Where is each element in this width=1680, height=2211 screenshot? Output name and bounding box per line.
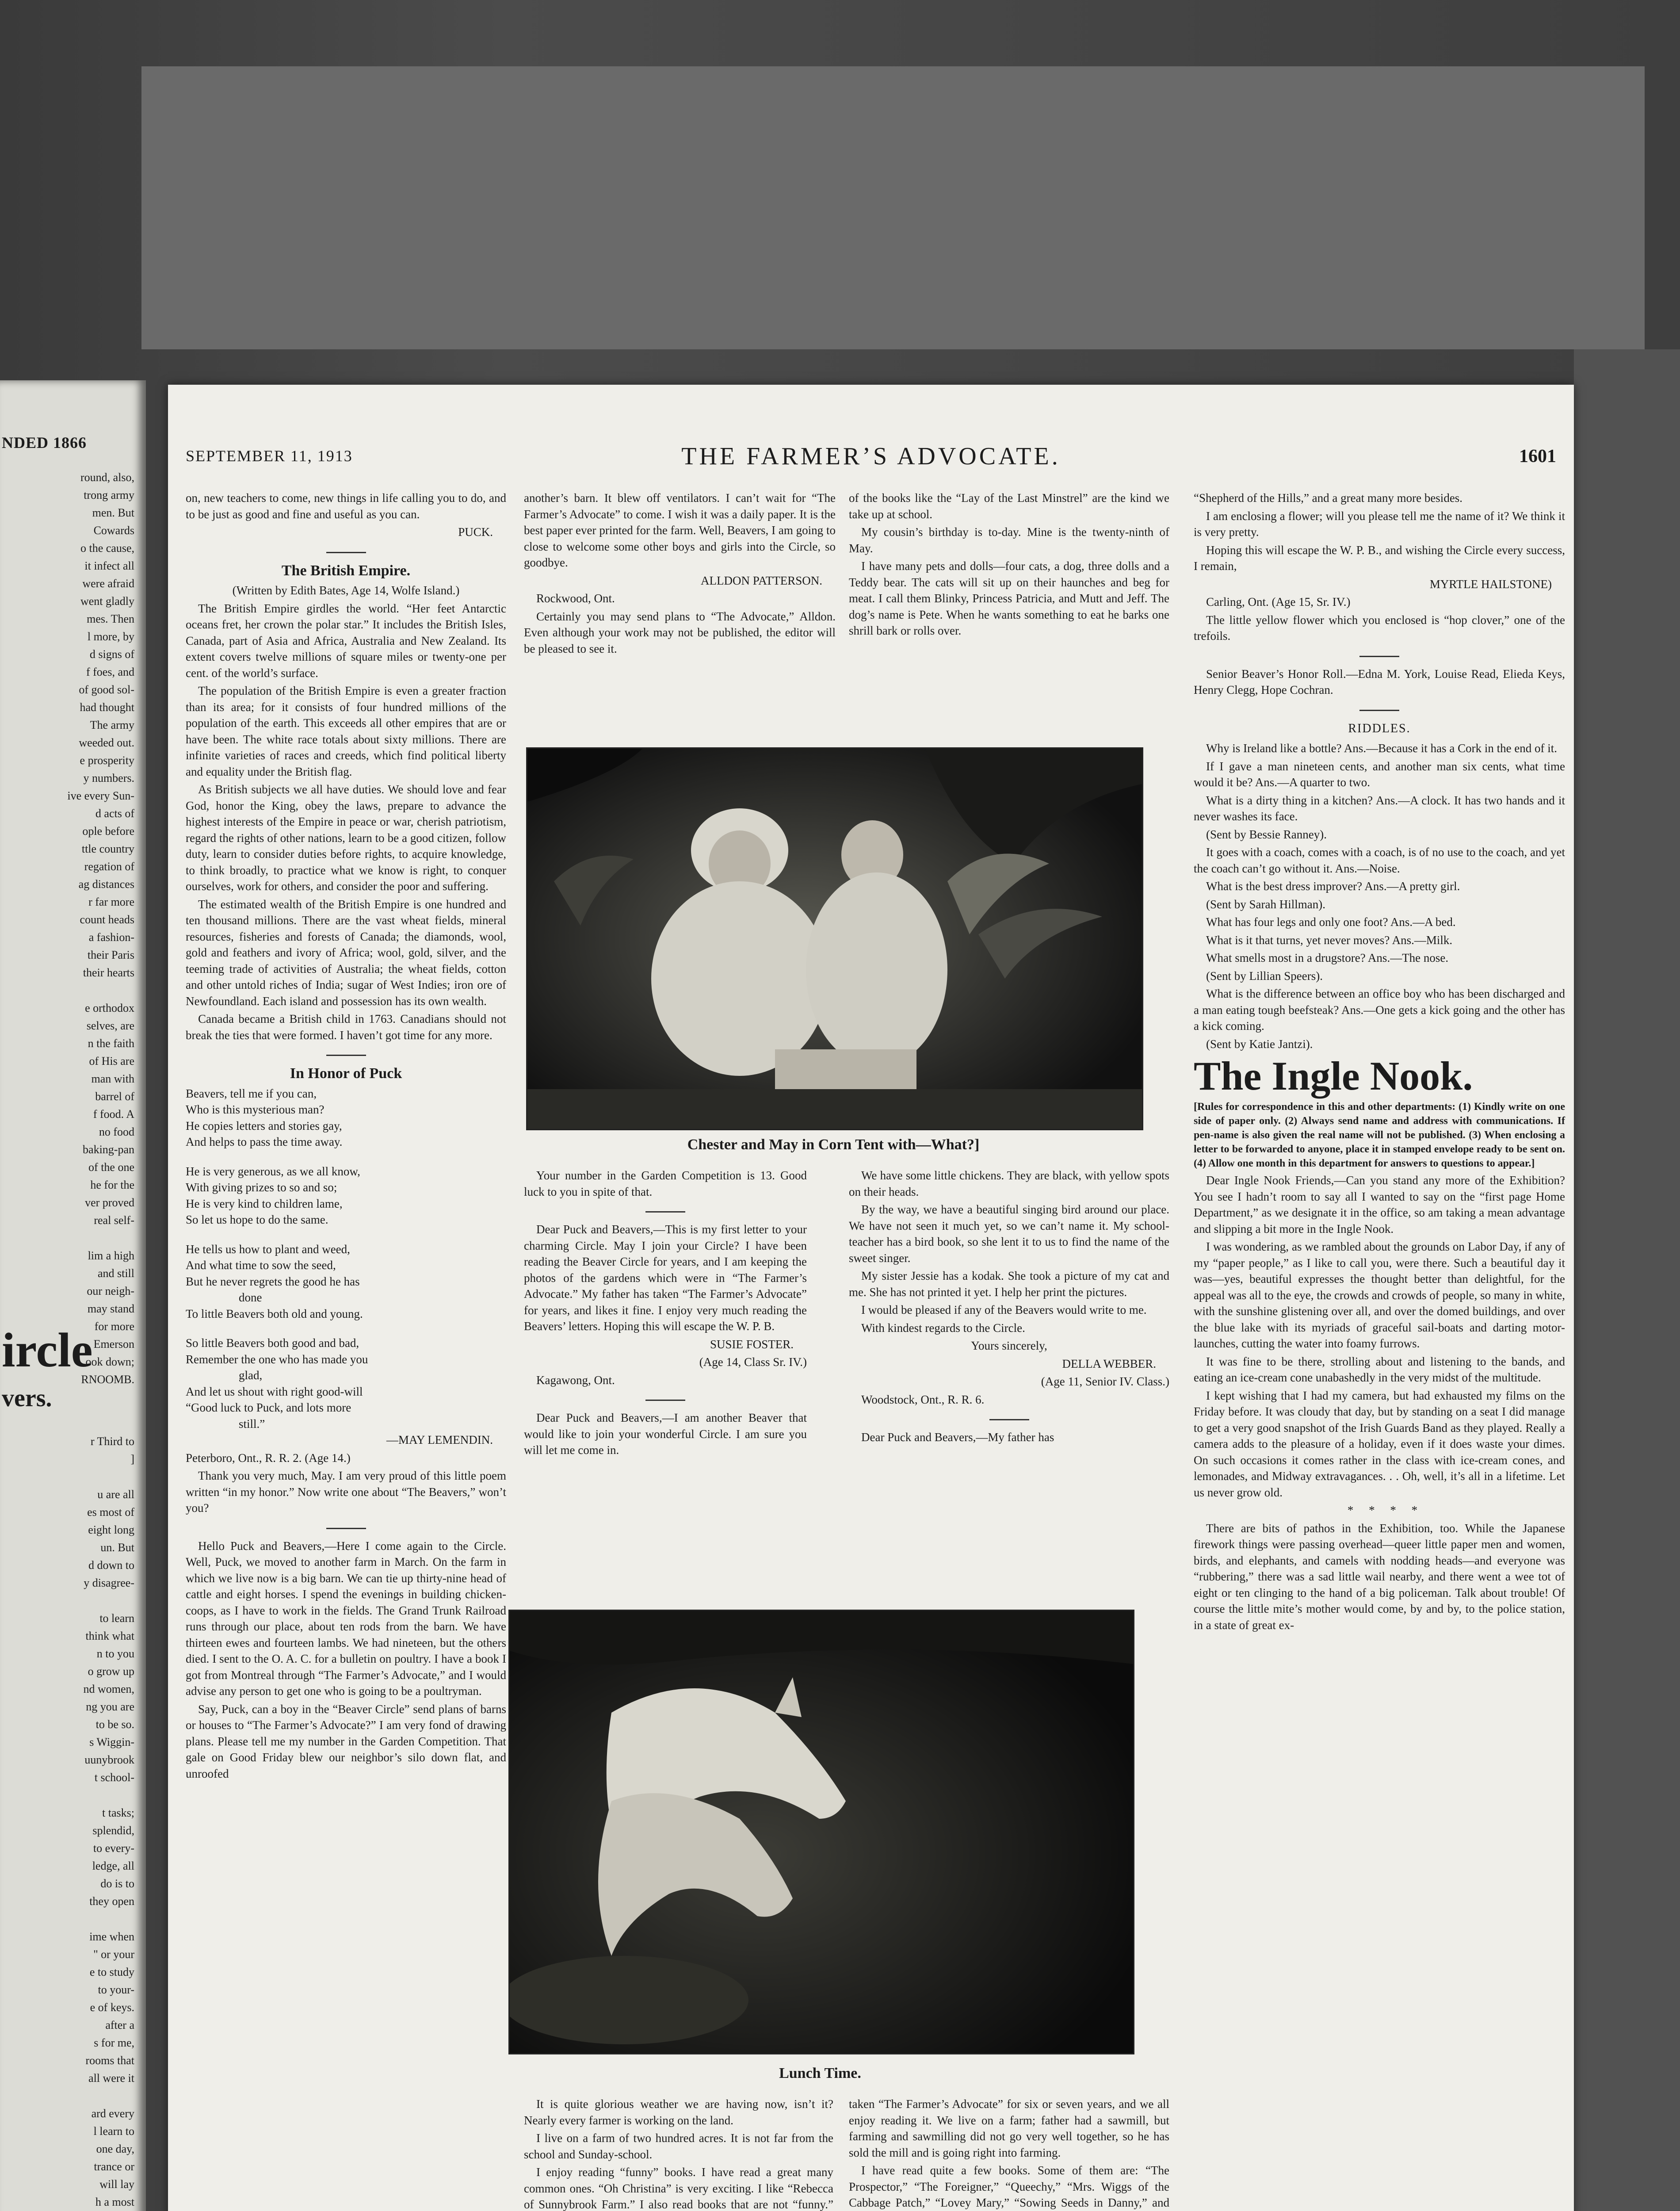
left-page-text-line: e prosperity <box>80 754 134 767</box>
left-page-text-line: round, also, <box>80 471 134 484</box>
column-2-bottom <box>524 2096 833 2211</box>
left-page-text-line: s for me, <box>94 2036 134 2049</box>
poem <box>186 1086 506 1432</box>
left-page-text-line: RNOOMB. <box>81 1373 134 1386</box>
poem-line: But he never regrets the good he has <box>186 1274 360 1288</box>
left-page-text-line: think what <box>85 1630 134 1642</box>
letter-age: (Age 11, Senior IV. Class.) <box>1041 1375 1169 1388</box>
poem-line: And let us shout with right good-will <box>186 1385 363 1398</box>
left-page-text-line: t tasks; <box>102 1806 134 1819</box>
letter-paragraph: another’s barn. It blew off ventilators. I can’t wait for “The Farmer’s Advocate” to come. I wish it was a daily paper. It is the best paper ever printed for the farm. Well, Beavers, I am going to close to welcome some other boys and girls into the Circle, so goodbye. <box>524 491 836 569</box>
poem-line: So little Beavers both good and bad, <box>186 1336 359 1350</box>
left-page-text-line: o the cause, <box>80 542 134 555</box>
left-page-text-line: man with <box>91 1072 134 1085</box>
editor-reply: The little yellow flower which you enclosed is “hop clover,” one of the trefoils. <box>1194 613 1565 643</box>
left-page-text-line: their hearts <box>83 966 134 979</box>
editor-reply: Your number in the Garden Competition is 13. Good luck to you in spite of that. <box>524 1169 807 1198</box>
column-2 <box>524 490 836 658</box>
british-paragraph: As British subjects we all have duties. We should love and fear God, honor the King, obey the laws, prepare to advance the highest interests of the Empire in peace or war, cherish patriotism, regard the rights of other nations, learn to be a good citizen, follow duty, learn to consider duties before rights, to acquire knowledge, to think broadly, to practice what we know is right, to conquer ourselves, work for others, and consider the poor and suffering. <box>186 783 506 893</box>
scan-frame-top <box>141 66 1645 349</box>
left-page-text-line: s Wiggin- <box>89 1736 134 1748</box>
divider-rule <box>645 1211 685 1213</box>
divider-rule <box>1359 710 1399 711</box>
intro-paragraph: on, new teachers to come, new things in life calling you to do, and to be just as good and fine and useful as you can. <box>186 491 506 521</box>
riddle-item: Why is Ireland like a bottle? Ans.—Because it has a Cork in the end of it. <box>1206 742 1558 755</box>
left-page-text-line: es most of <box>87 1506 134 1519</box>
poem-line: He copies letters and stories gay, <box>186 1119 342 1132</box>
left-page-text-line: to every- <box>93 1842 134 1855</box>
left-page-text-line <box>2 1786 134 1804</box>
left-page-text-line: ag distances <box>78 878 134 891</box>
british-paragraph: The population of the British Empire is even a greater fraction than its area; for it consists of four hundred millions of the population of the earth. This exceeds all other empires that are or have been. The white race totals about sixty millions. There are infinite varieties of races and creeds, which find political liberty and equality under the British flag. <box>186 684 506 778</box>
divider-rule <box>1359 656 1399 657</box>
poem-line: So let us hope to do the same. <box>186 1213 328 1226</box>
ingle-nook-title: The Ingle Nook. <box>1194 1053 1473 1098</box>
ingle-paragraph: Dear Ingle Nook Friends,—Can you stand any more of the Exhibition? You see I hadn’t room to say all I wanted to say on the “first page Home Department,” as we designate it in the office, so am taking a mean advantage and slipping a bit more in the Ingle Nook. <box>1194 1174 1565 1236</box>
letter-signature: ALLDON PATTERSON. <box>700 574 822 587</box>
letter-paragraph: Dear Puck and Beavers,—My father has <box>861 1431 1054 1444</box>
photo-chester-and-may <box>526 747 1143 1130</box>
letter-paragraph: of the books like the “Lay of the Last Minstrel” are the kind we take up at school. <box>849 491 1169 521</box>
letter-age: (Age 14, Class Sr. IV.) <box>699 1355 807 1369</box>
letter-paragraph: Hoping this will escape the W. P. B., and wishing the Circle every success, I remain, <box>1194 543 1565 573</box>
letter-paragraph: Dear Puck and Beavers,—I am another Beaver that would like to join your wonderful Circle. I am sure you will let me come in. <box>524 1411 807 1457</box>
left-page-text-line: e orthodox <box>85 1002 134 1014</box>
left-page-column-text <box>2 469 134 1389</box>
left-page-text-line <box>2 982 134 999</box>
left-page-text-line: ver proved <box>85 1196 134 1209</box>
left-page-text-line: of His are <box>89 1055 134 1067</box>
letter-paragraph: By the way, we have a beautiful singing bird around our place. We have not seen it much yet, so we can’t name it. My school-teacher has a bird book, so she lent it to us to find the name of the sweet singer. <box>849 1203 1169 1265</box>
left-page-circle-heading: ircle <box>2 1323 93 1377</box>
left-page-text-line: one day, <box>96 2142 134 2155</box>
left-page-text-line: after a <box>105 2019 134 2031</box>
poem-signature: —MAY LEMENDIN. <box>386 1433 493 1446</box>
riddle-item: It goes with a coach, comes with a coach, is of no use to the coach, and yet the coach can’t go without it. Ans.—Noise. <box>1194 845 1565 875</box>
left-page-text-line: ard every <box>91 2107 134 2120</box>
riddle-item: (Sent by Lillian Speers). <box>1206 969 1323 983</box>
left-page-text-line: ledge, all <box>92 1859 134 1872</box>
letter-paragraph: Dear Puck and Beavers,—This is my first letter to your charming Circle. May I join your Circle? I have been reading the Beaver Circle for years, and I am keeping the photos of the gardens which were in “The Farmer’s Advocate.” My father has taken “The Farmer’s Advocate” for years, and likes it fine. I enjoy very much reading the Beavers’ letters. Hoping this will escape the W. P. B. <box>524 1223 807 1333</box>
left-page-text-line: h a most <box>95 2196 134 2208</box>
letter-paragraph: Say, Puck, can a boy in the “Beaver Circle” send plans of barns or houses to “The Farmer’s Advocate?” I am very fond of drawing plans. Please tell me my number in the Garden Competition. That gale on Good Friday blew our neighbor’s silo down flat, and unroofed <box>186 1702 506 1780</box>
left-page-text-line: e of keys. <box>90 2001 134 2014</box>
issue-date: SEPTEMBER 11, 1913 <box>186 447 353 465</box>
riddle-item: If I gave a man nineteen cents, and another man six cents, what time would it be? Ans.—A quarter to two. <box>1194 759 1565 789</box>
letter-place: Carling, Ont. (Age 15, Sr. IV.) <box>1206 595 1351 608</box>
left-page-text-line: no food <box>99 1125 134 1138</box>
divider-rule <box>645 1400 685 1401</box>
poem-line: done <box>239 1291 262 1304</box>
letter-paragraph: My cousin’s birthday is to-day. Mine is the twenty-ninth of May. <box>849 525 1169 555</box>
ingle-paragraph: I was wondering, as we rambled about the grounds on Labor Day, if any of my “paper people,” as I like to call you, were there. Such a beautiful day it was—yes, beautiful expresses the thought better than delightful, for the appeal was all to the eye, the crowds and crowds of people, so many in white, with the sunshine glistening over all, and over the domed buildings, and over the blue lake with its myriads of graceful sail-boats and darting motor-launches, cutting the water into foamy furrows. <box>1194 1240 1565 1350</box>
letter-paragraph: I live on a farm of two hundred acres. It is not far from the school and Sunday-school. <box>524 2131 833 2161</box>
poem-line: He tells us how to plant and weed, <box>186 1242 350 1256</box>
poem-line: To little Beavers both old and young. <box>186 1307 363 1320</box>
left-page-text-line: baking-pan <box>83 1143 134 1156</box>
left-page-text-line: he for the <box>90 1178 134 1191</box>
letter-paragraph: My sister Jessie has a kodak. She took a picture of my cat and me. She has not printed it yet. I help her print the pictures. <box>849 1269 1169 1299</box>
puck-reply: Thank you very much, May. I am very proud of this little poem written “in my honor.” Now write one about “The Beavers,” won’t you? <box>186 1469 506 1515</box>
letter-paragraph: I enjoy reading “funny” books. I have read a great many common ones. “Oh Christina” is very exciting. I like “Rebecca of Sunnybrook Farm.” I also read books that are not “funny.” <box>524 2165 833 2211</box>
left-page-text-line: Emerson <box>93 1338 134 1350</box>
left-page-text-line: n the faith <box>88 1037 134 1050</box>
left-page-text-line <box>2 1468 134 1486</box>
left-page-text-line: eight long <box>88 1523 134 1536</box>
poem-line: And helps to pass the time away. <box>186 1135 343 1148</box>
british-paragraph: The British Empire girdles the world. “Her feet Antarctic oceans fret, her crown the polar star.” It includes the British Isles, Canada, part of Asia and Africa, Australia and New Zealand. Its extent covers twelve millions of square miles or twenty-one per cent. of the world’s surface. <box>186 601 506 680</box>
left-page-text-line: d down to <box>88 1559 134 1572</box>
letter-closing: Yours sincerely, <box>971 1339 1047 1352</box>
left-page-text-line: all were it <box>88 2072 134 2085</box>
left-page-text-line: f foes, and <box>86 666 134 678</box>
left-page-column-text-2 <box>2 1433 134 2211</box>
photo-caption: Chester and May in Corn Tent with—What?] <box>687 1136 980 1153</box>
letter-place: Rockwood, Ont. <box>536 592 615 605</box>
ingle-paragraph: I kept wishing that I had my camera, but had exhausted my films on the Friday before. It was cloudy that day, but by standing on a seat I did manage to get a very good snapshot of the Irish Guards Band as they played. Really a camera adds to the pleasure of a holiday, even if it does waste your dimes. On such occasions it comes rather in the class with ice-cream cones, and lemonades, and Midway extravagances. . . Oh, well, it’s all in a lifetime. Let us never grow old. <box>1194 1389 1565 1499</box>
ingle-paragraph: There are bits of pathos in the Exhibition, too. While the Japanese firework things were passing overhead—queer little paper men and women, birds, and elephants, and camels with nodding heads—and everyone was “rubbering,” there was a sad little wail nearby, and there went a wee tot of eight or ten clinging to the hand of a big policeman. Talk about trouble! Of course the little mite’s mother would come, by and by, to the police station, in a state of great ex- <box>1194 1521 1565 1632</box>
letter-signature: DELLA WEBBER. <box>1062 1357 1156 1370</box>
column-4 <box>1194 490 1565 1635</box>
left-page-text-line: trong army <box>84 489 134 501</box>
letter-place: Woodstock, Ont., R. R. 6. <box>861 1392 985 1406</box>
riddle-item: What has four legs and only one foot? Ans.—A bed. <box>1206 915 1456 929</box>
left-page-text-line: Cowards <box>93 524 134 537</box>
riddle-item: (Sent by Bessie Ranney). <box>1206 827 1327 841</box>
intro-signature: PUCK. <box>458 525 493 539</box>
poem-line: With giving prizes to so and so; <box>186 1181 337 1194</box>
left-page-text-line: t school- <box>94 1771 134 1784</box>
letter-paragraph: taken “The Farmer’s Advocate” for six or seven years, and we all enjoy reading it. We live on a farm; father had a sawmill, but farming and sawmilling did not go very well together, so he has sold the mill and is going right into farming. <box>849 2097 1169 2159</box>
poem-line: He is very generous, as we all know, <box>186 1164 360 1178</box>
left-page-text-line: o grow up <box>88 1665 134 1678</box>
left-page-text-line: and still <box>97 1267 134 1280</box>
british-empire-title: The British Empire. <box>281 562 411 579</box>
left-page-text-line: our neigh- <box>87 1285 134 1297</box>
left-page-text-line: ople before <box>82 825 134 838</box>
poem-line: He is very kind to children lame, <box>186 1197 343 1210</box>
left-page-text-line: " or your <box>93 1948 134 1961</box>
left-page-text-line: d acts of <box>95 807 134 820</box>
left-page-text-line: men. But <box>92 506 134 519</box>
left-page-text-line: went gladly <box>80 595 134 608</box>
poem-place: Peterboro, Ont., R. R. 2. (Age 14.) <box>186 1451 351 1465</box>
stanza-break <box>186 1150 506 1162</box>
divider-rule <box>326 552 366 553</box>
left-page-text-line: uunybrook <box>84 1753 134 1766</box>
poem-line: Remember the one who has made you <box>186 1352 368 1366</box>
riddle-item: (Sent by Sarah Hillman). <box>1206 897 1325 911</box>
left-page-text-line: they open <box>89 1895 134 1908</box>
column-2-middle <box>524 1167 807 1460</box>
left-page-text-line: weeded out. <box>79 736 134 749</box>
newspaper-page <box>168 385 1574 2211</box>
column-3-bottom <box>849 2096 1169 2211</box>
letter-paragraph: Hello Puck and Beavers,—Here I come again to the Circle. Well, Puck, we moved to another farm in March. On the farm in which we live now is a big barn. We can tie up thirty-nine head of cattle and eight horses. I spend the evenings in building chicken-coops, as I have to work in the fields. The Grand Trunk Railroad runs through our place, about ten rods from the barn. We have thirteen ewes and fourteen lambs. We had nineteen, but the others died. I sent to the O. A. C. for a bulletin on poultry. I have a book I got from Montreal through “The Farmer’s Advocate,” and I would advise any person to get one who is going to be a poultryman. <box>186 1539 506 1698</box>
left-page-text-line: rooms that <box>85 2054 134 2067</box>
left-page-text-line: to be so. <box>95 1718 134 1731</box>
poem-line: And what time to sow the seed, <box>186 1259 336 1272</box>
left-page-text-line: splendid, <box>92 1824 134 1837</box>
page-header <box>186 442 1556 473</box>
left-page-text-line: l more, by <box>87 630 134 643</box>
left-page-text-line: it infect all <box>84 559 134 572</box>
left-page-text-line: f food. A <box>93 1108 134 1121</box>
letter-paragraph: I would be pleased if any of the Beavers would write to me. <box>861 1303 1147 1316</box>
british-empire-byline: (Written by Edith Bates, Age 14, Wolfe Island.) <box>232 584 460 597</box>
column-1 <box>186 490 506 1783</box>
left-page-text-line: do is to <box>100 1877 134 1890</box>
left-page-text-line: r far more <box>88 895 134 908</box>
left-page-text-line: trance or <box>94 2160 134 2173</box>
left-page-text-line: will lay <box>99 2178 134 2191</box>
editor-reply: Certainly you may send plans to “The Advocate,” Alldon. Even although your work may not be published, the editor will be pleased to see it. <box>524 609 836 655</box>
letter-signature: MYRTLE HAILSTONE) <box>1429 577 1552 591</box>
left-page-text-line: ng you are <box>86 1700 134 1713</box>
left-page-text-line: y disagree- <box>84 1576 134 1589</box>
letter-paragraph: I have many pets and dolls—four cats, a dog, three dolls and a Teddy bear. The cats will sit up on their haunches and beg for meat. I call them Blinky, Princess Patricia, and Mutt and Jeff. The dog’s name is Pete. When he wants something to eat he barks one shrill bark or rolls over. <box>849 559 1169 637</box>
left-page-text-line: of good sol- <box>79 683 134 696</box>
letter-paragraph: I am enclosing a flower; will you please tell me the name of it? We think it is very pretty. <box>1194 509 1565 539</box>
british-paragraph: The estimated wealth of the British Empire is one hundred and ten thousand millions. There are the vast wheat fields, mineral resources, fisheries and forests of Canada; the diamonds, wool, gold and feathers and ivory of Africa; wool, gold, silver, and the teeming trade of activities of Australia; the wheat fields, cotton and other untold riches of India; sugar of West Indies; iron ore of Newfoundland. Each island and possession has its own wealth. <box>186 897 506 1008</box>
letter-paragraph: With kindest regards to the Circle. <box>861 1321 1025 1335</box>
riddle-item: (Sent by Katie Jantzi). <box>1206 1037 1313 1051</box>
left-page-text-line: a fashion- <box>88 931 134 944</box>
left-page-text-line: d signs of <box>89 648 134 661</box>
column-3-middle <box>849 1167 1169 1447</box>
left-page-text-line: The army <box>90 719 134 731</box>
letter-paragraph: It is quite glorious weather we are having now, isn’t it? Nearly every farmer is working on the land. <box>524 2097 833 2127</box>
left-page-text-line: for more <box>94 1320 134 1333</box>
poem-line: “Good luck to Puck, and lots more <box>186 1401 351 1414</box>
left-page-text-line: e to study <box>89 1966 134 1978</box>
divider-rule <box>326 1055 366 1056</box>
left-page-text-line: ive every Sun- <box>67 789 134 802</box>
photo-lunch-time <box>508 1610 1134 2054</box>
horses-photo-illustration <box>510 1611 1133 2053</box>
left-facing-page <box>0 380 146 2211</box>
column-3 <box>849 490 1169 641</box>
riddle-item: What smells most in a drugstore? Ans.—The nose. <box>1206 951 1449 964</box>
left-page-text-line: selves, are <box>86 1019 134 1032</box>
riddles-title: RIDDLES. <box>1348 721 1411 735</box>
letter-paragraph: “Shepherd of the Hills,” and a great many more besides. <box>1194 491 1463 505</box>
left-page-text-line: r Third to <box>90 1435 134 1448</box>
divider-rule <box>326 1528 366 1529</box>
letter-signature: SUSIE FOSTER. <box>710 1337 794 1351</box>
left-page-text-line: ook down; <box>85 1355 134 1368</box>
british-paragraph: Canada became a British child in 1763. Canadians should not break the ties that were formed. I haven’t got time for any more. <box>186 1012 506 1042</box>
honor-roll: Senior Beaver’s Honor Roll.—Edna M. York, Louise Read, Elieda Keys, Henry Clegg, Hope Cochran. <box>1194 667 1565 696</box>
left-page-text-line <box>2 1229 134 1247</box>
poem-line: glad, <box>239 1369 263 1382</box>
riddle-item: What is it that turns, yet never moves? Ans.—Milk. <box>1206 933 1453 947</box>
letter-paragraph: I have read quite a few books. Some of them are: “The Prospector,” “The Foreigner,” “Queechy,” “Mrs. Wiggs of the Cabbage Patch,” “Lovey Mary,” “Sowing Seeds in Danny,” and <box>849 2164 1169 2209</box>
left-page-text-line: to learn <box>99 1612 134 1625</box>
left-page-text-line: nd women, <box>83 1683 134 1695</box>
riddles-list <box>1194 740 1565 1052</box>
letter-place: Kagawong, Ont. <box>536 1373 615 1387</box>
poem-line: Beavers, tell me if you can, <box>186 1086 317 1100</box>
left-page-header-fragment: NDED 1866 <box>2 434 87 451</box>
ingle-nook-rules: [Rules for correspondence in this and other departments: (1) Kindly write on one side of paper only. (2) Always send name and address with communications. If pen-name is also given the real name will not be published. (3) When enclosing a letter to be forwarded to anyone, place it in stamped envelope ready to be sent on. (4) Allow one month in this department for answers to questions to appear.] <box>1194 1101 1565 1169</box>
left-page-text-line: u are all <box>97 1488 134 1501</box>
left-page-text-line: ] <box>130 1453 134 1465</box>
left-page-text-line: y numbers. <box>83 772 134 784</box>
left-page-text-line: count heads <box>80 913 134 926</box>
left-page-text-line: barrel of <box>95 1090 134 1103</box>
stanza-break <box>186 1228 506 1239</box>
left-page-text-line: mes. Then <box>87 612 134 625</box>
left-page-text-line <box>2 1592 134 1610</box>
left-page-text-line: real self- <box>94 1214 134 1227</box>
section-break-stars: * * * * <box>1347 1503 1424 1517</box>
left-page-text-line: ime when <box>89 1930 134 1943</box>
poem-line: still.” <box>239 1417 265 1431</box>
left-page-text-line: of the one <box>88 1161 134 1174</box>
riddle-item: What is a dirty thing in a kitchen? Ans.—A clock. It has two hands and it never washes its face. <box>1194 793 1565 823</box>
poem-line: Who is this mysterious man? <box>186 1103 325 1116</box>
left-page-text-line: l learn to <box>93 2125 134 2138</box>
left-page-text-line: were afraid <box>82 577 134 590</box>
left-page-text-line: to your- <box>98 1983 134 1996</box>
left-page-text-line: un. But <box>100 1541 134 1554</box>
left-page-text-line <box>2 1910 134 1928</box>
masthead-title: THE FARMER’S ADVOCATE. <box>681 443 1061 470</box>
left-page-text-line: regation of <box>84 860 134 873</box>
ingle-paragraph: It was fine to be there, strolling about and listening to the bands, and eating an ice-cream cone unabashedly in the very midst of the multitude. <box>1194 1354 1565 1384</box>
stanza-break <box>186 1322 506 1333</box>
riddle-item: What is the difference between an office boy who has been discharged and a man eating tough beefsteak? Ans.—One gets a kick going and the other has a kick coming. <box>1194 987 1565 1033</box>
scan-frame-right <box>1574 349 1680 2211</box>
left-page-text-line: lim a high <box>88 1249 134 1262</box>
photo-caption: Lunch Time. <box>779 2065 861 2081</box>
left-page-text-line: their Paris <box>87 949 134 961</box>
page-number: 1601 <box>1519 446 1556 467</box>
left-page-text-line: ttle country <box>81 842 134 855</box>
left-page-text-line: n to you <box>96 1647 134 1660</box>
left-page-text-line: may stand <box>87 1302 134 1315</box>
divider-rule <box>989 1419 1029 1420</box>
left-page-text-line: had thought <box>80 701 134 714</box>
children-photo-illustration <box>527 749 1142 1129</box>
honor-of-puck-title: In Honor of Puck <box>290 1065 402 1082</box>
left-page-text-line <box>2 2087 134 2105</box>
left-page-beavers-heading: vers. <box>2 1385 52 1412</box>
riddle-item: What is the best dress improver? Ans.—A pretty girl. <box>1206 880 1460 893</box>
letter-paragraph: We have some little chickens. They are black, with yellow spots on their heads. <box>849 1169 1169 1198</box>
